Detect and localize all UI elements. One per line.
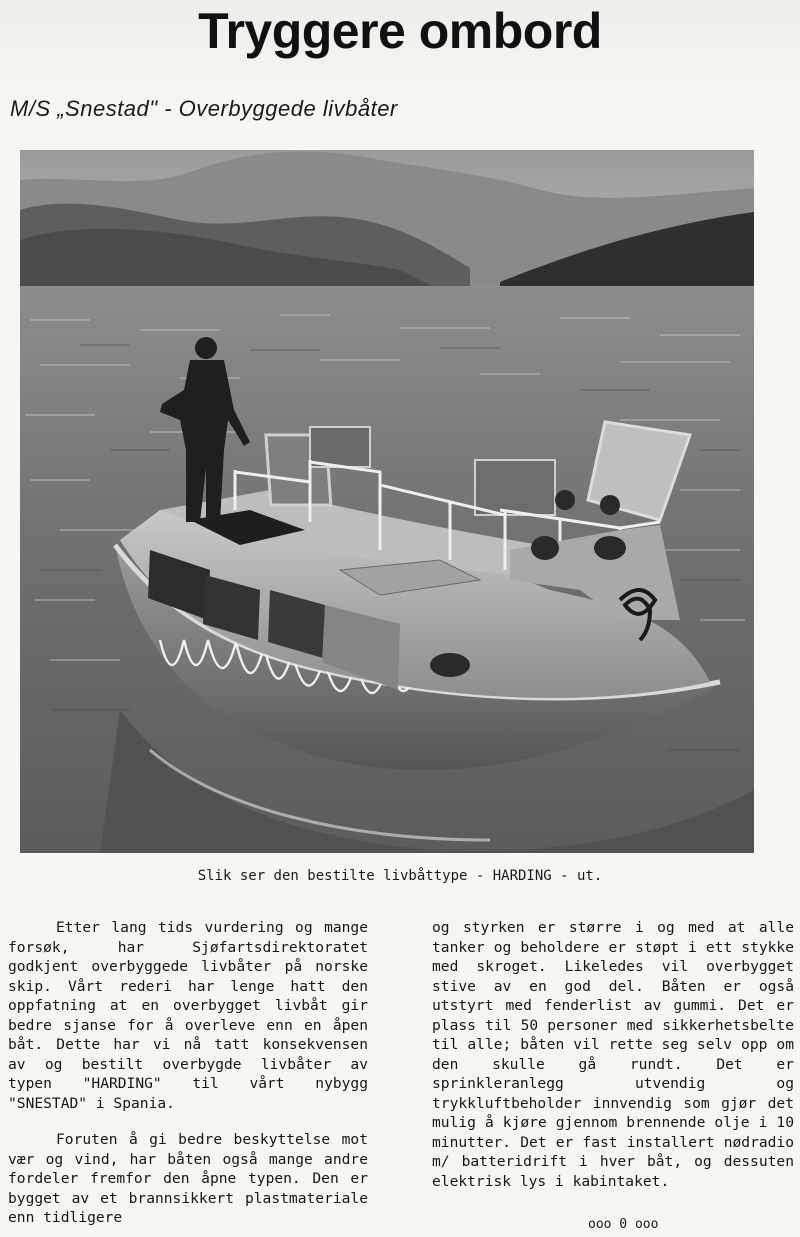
lifeboat-photo — [20, 150, 754, 853]
article-end-mark: ooo 0 ooo — [588, 1217, 659, 1232]
article-paragraph: Etter lang tids vurdering og mange forsøk, har Sjøfartsdirektoratet godkjent overbyggede livbåter på norske skip. Vårt rederi har lenge hatt den oppfatning at en overbygget livbåt gir bedre sjanse for å overleve enn en åpen båt. Dette har vi nå tatt konsekvensen av og bestilt overbygde livbåter av typen "HARDING" til vårt nybygg "SNESTAD" i Spania. — [8, 919, 368, 1112]
article-subtitle: M/S „Snestad" - Overbyggede livbåter — [10, 96, 398, 121]
photo-caption: Slik ser den bestilte livbåttype - HARDING - ut. — [197, 868, 603, 884]
article-paragraph: Foruten å gi bedre beskyttelse mot vær og vind, har båten også mange andre fordeler fremfor den åpne typen. Den er bygget av et brannsikkert plastmateriale enn tidligere — [8, 1131, 368, 1226]
article-title: Tryggere ombord — [198, 3, 602, 59]
article-column-right — [432, 918, 794, 1191]
article-paragraph: og styrken er større i og med at alle tanker og beholdere er støpt i ett stykke med skroget. Likeledes vil overbygget stive av en god del. Båten er også utstyrt med fenderlist av gummi. Det er plass til 50 personer med sikkerhetsbelte til alle; båten vil rette seg selv opp om den skulle gå rundt. Det er sprinkleranlegg utvendig og trykkluftbeholder innvendig som gjør det mulig å kjøre gjennom brennende olje i 10 minutter. Det er fast installert nødradio m/ batteridrift i hver båt, og dessuten elektrisk lys i kabintaket. — [432, 919, 794, 1190]
article-column-left — [8, 918, 368, 1228]
